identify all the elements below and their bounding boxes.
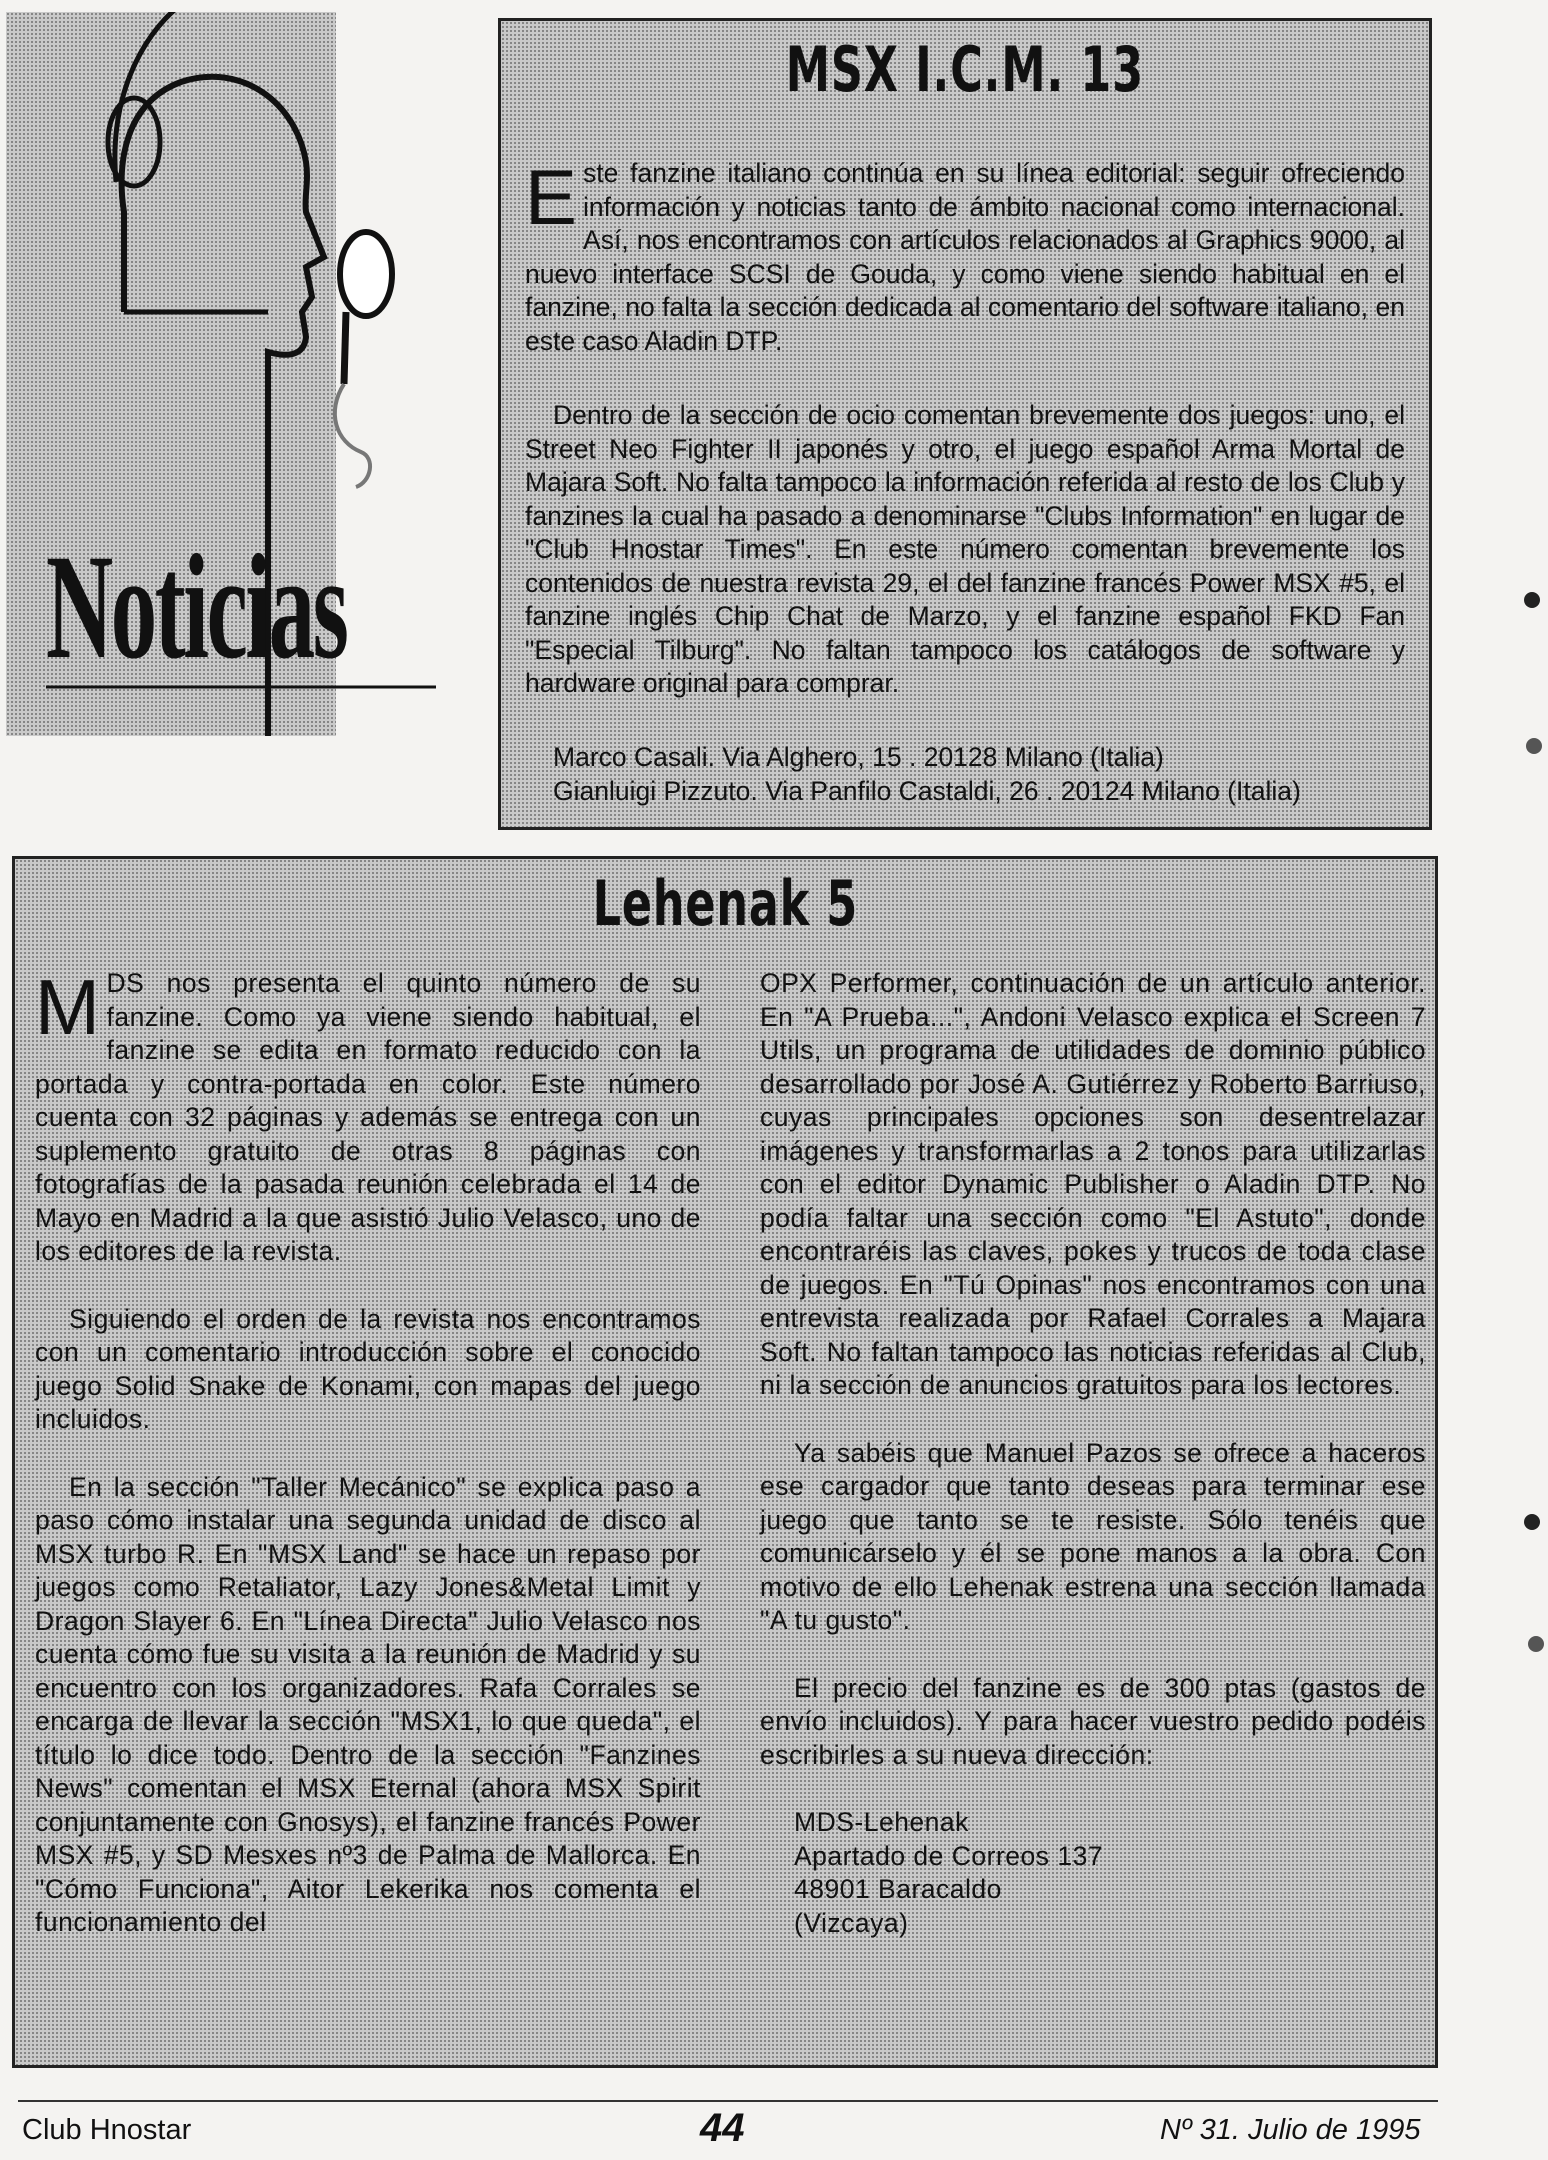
section-header-graphic	[6, 12, 347, 736]
binder-hole-mark	[1526, 738, 1542, 754]
right-column	[760, 967, 1426, 1940]
address-line: 48901 Baracaldo	[794, 1874, 1002, 1904]
article-title: MSX I.C.M. 13	[785, 33, 1145, 106]
page-footer	[0, 2100, 1548, 2160]
address-block	[760, 1806, 1394, 1940]
section-header-word: Noticias	[46, 524, 347, 690]
article-paragraph: Ya sabéis que Manuel Pazos se ofrece a haceros ese cargador que tanto deseas para terminar ese juego que tanto se te resiste. Sólo tenéis que comunicárselo y él se pone manos a la obra. Con motivo de ello Lehenak estrena una sección llamada "A tu gusto".	[760, 1437, 1426, 1635]
article-paragraph: Dentro de la sección de ocio comentan brevemente dos juegos: uno, el Street Neo Fighter II japonés y otro, el juego español Arma Mortal de Majara Soft. No falta tampoco la información referida al resto de los Club y fanzines la cual ha pasado a denominarse "Clubs Information" en lugar de "Club Hnostar Times". En este número comentan brevemente los contenidos de nuestra revista 29, el del fanzine francés Power MSX #5, el fanzine inglés Chip Chat de Marzo, y el fanzine español FKD Fan "Especial Tilburg". No faltan tampoco los catálogos de software y hardware original para comprar.	[525, 400, 1405, 698]
address-line: Marco Casali. Via Alghero, 15 . 20128 Milano (Italia)	[553, 742, 1164, 772]
binder-hole-mark	[1524, 592, 1540, 608]
address-line: Apartado de Correos 137	[794, 1840, 1104, 1871]
article-lehenak	[12, 856, 1438, 2068]
address-line: (Vizcaya)	[794, 1907, 909, 1938]
page-number: 44	[700, 2106, 745, 2150]
address-line: Gianluigi Pizzuto. Via Panfilo Castaldi, 26 . 20124 Milano (Italia)	[553, 775, 1301, 806]
drop-cap: M	[35, 963, 101, 1051]
article-msx-icm	[498, 18, 1432, 830]
left-column	[35, 963, 701, 1940]
article-paragraph: El precio del fanzine es de 300 ptas (gastos de envío incluidos). Y para hacer vuestro pedido podéis escribirles a su nueva dirección:	[760, 1672, 1426, 1770]
footer-issue: Nº 31. Julio de 1995	[1160, 2114, 1421, 2146]
article-paragraph: Siguiendo el orden de la revista nos encontramos con un comentario introducción sobre el conocido juego Solid Snake de Konami, con mapas del juego incluidos.	[35, 1303, 701, 1434]
article-paragraph: OPX Performer, continuación de un artículo anterior. En "A Prueba...", Andoni Velasco explica el Screen 7 Utils, un programa de utilidades de dominio público desarrollado por José A. Gutiérrez y Roberto Barriuso, cuyas principales opciones son desentrelazar imágenes y transformarlas a 2 tonos para utilizarlas con el editor Dynamic Publisher o Aladin DTP. No podía faltar una sección como "El Astuto", donde encontraréis las claves, pokes y trucos de toda clase de juegos. En "Tú Opinas" nos encontramos con una entrevista realizada por Rafael Corrales a Majara Soft. No faltan tampoco las noticias referidas al Club, ni la sección de anuncios gratuitos para los lectores.	[760, 968, 1426, 1400]
footer-publication: Club Hnostar	[22, 2114, 192, 2146]
article-paragraph: Este fanzine italiano continúa en su línea editorial: seguir ofreciendo información y noticias tanto de ámbito nacional como internacional. Así, nos encontramos con artículos relacionados al Graphics 9000, al nuevo interface SCSI de Gouda, y como viene siendo habitual en el fanzine, no falta la sección dedicada al comentario del software italiano, en este caso Aladin DTP.	[525, 153, 1405, 356]
drop-cap: E	[525, 153, 578, 241]
article-title: Lehenak 5	[592, 867, 858, 940]
article-paragraph: En la sección "Taller Mecánico" se explica paso a paso cómo instalar una segunda unidad de disco al MSX turbo R. En "MSX Land" se hace un repaso por juegos como Retaliator, Lazy Jones&Metal Limit y Dragon Slayer 6. En "Línea Directa" Julio Velasco nos cuenta cómo fue su visita a la reunión de Madrid y su encuentro con los organizadores. Rafa Corrales se encarga de llevar la sección "MSX1, lo que queda", el título lo dice todo. Dentro de la sección "Fanzines News" comentan el MSX Eternal (ahora MSX Spirit conjuntamente con Gnosys), el fanzine francés Power MSX #5, y SD Mesxes nº3 de Palma de Mallorca. En "Cómo Funciona", Aitor Lekerika nos comenta el funcionamiento del	[35, 1471, 701, 1937]
binder-hole-mark	[1524, 1514, 1540, 1530]
address-block	[553, 741, 1413, 808]
binder-hole-mark	[1528, 1636, 1544, 1652]
article-paragraph: MDS nos presenta el quinto número de su fanzine. Como ya viene siendo habitual, el fanzine se edita en formato reducido con la portada y contra-portada en color. Este número cuenta con 32 páginas y además se entrega con un suplemento gratuito de otras 8 páginas con fotografías de la pasada reunión celebrada el 14 de Mayo en Madrid a la que asistió Julio Velasco, uno de los editores de la revista.	[35, 963, 701, 1266]
footer-rule	[18, 2100, 1438, 2102]
address-line: MDS-Lehenak	[794, 1807, 969, 1837]
